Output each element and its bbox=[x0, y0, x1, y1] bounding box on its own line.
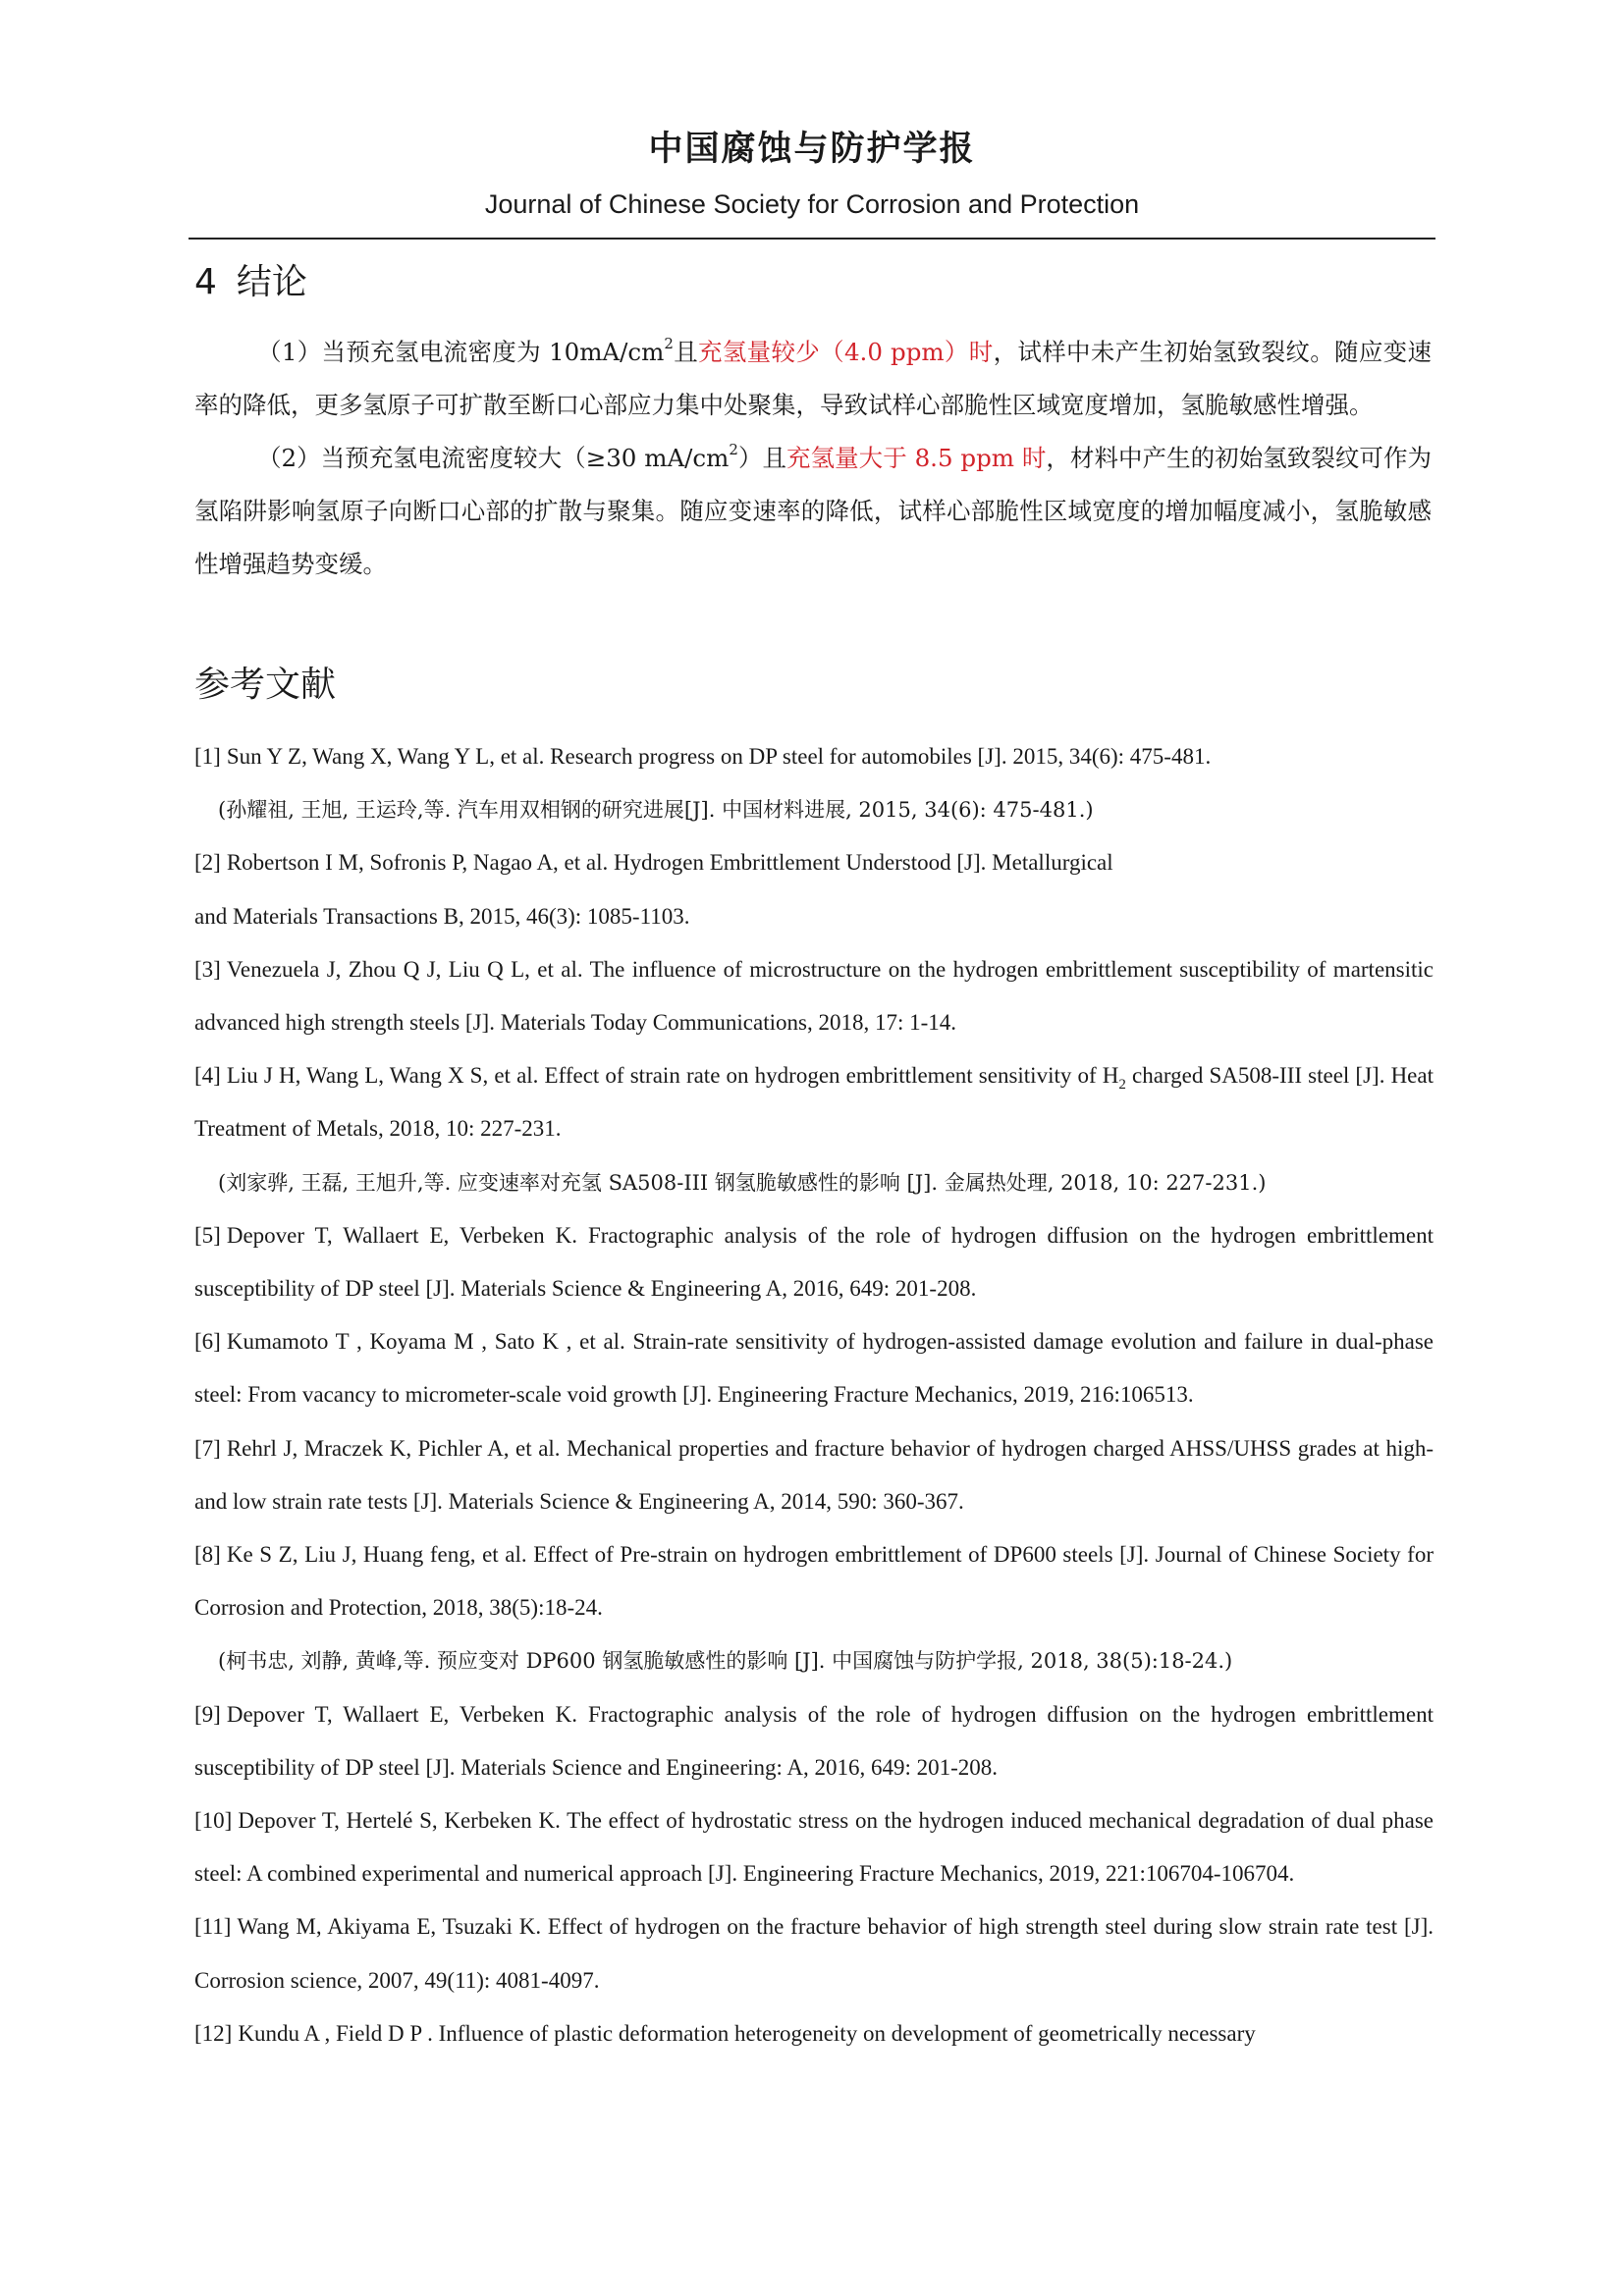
reference-12 bbox=[194, 2007, 1434, 2060]
reference-6-number: [6] bbox=[194, 1329, 221, 1355]
reference-5 bbox=[194, 1209, 1434, 1315]
reference-4 bbox=[194, 1049, 1434, 1155]
reference-7-number: [7] bbox=[194, 1435, 221, 1461]
conclusion-paragraph-1 bbox=[194, 326, 1432, 432]
reference-8 bbox=[194, 1528, 1434, 1634]
conclusion-2-superscript: 2 bbox=[729, 441, 738, 458]
reference-4-number: [4] bbox=[194, 1063, 221, 1089]
section-title: 结论 bbox=[236, 262, 307, 302]
reference-5-text: Depover T, Wallaert E, Verbeken K. Fractographic analysis of the role of hydrogen diffusion on the hydrogen embrittlement susceptibility of DP steel [J]. Materials Science & Engineering A, 2016, 649: 201-208. bbox=[194, 1222, 1434, 1302]
conclusion-1-highlight: 充氢量较少（4.0 ppm）时 bbox=[698, 338, 994, 366]
reference-3 bbox=[194, 943, 1434, 1049]
reference-7-text: Rehrl J, Mraczek K, Pichler A, et al. Mechanical properties and fracture behavior of hydrogen charged AHSS/UHSS grades at high- and low strain rate tests [J]. Materials Science & Engineering A, 2014, 590: 360-367. bbox=[194, 1435, 1434, 1514]
reference-8-text: Ke S Z, Liu J, Huang feng, et al. Effect of Pre-strain on hydrogen embrittlement of DP600 steels [J]. Journal of Chinese Society for Corrosion and Protection, 2018, 38(5):18-24. bbox=[194, 1542, 1434, 1621]
journal-title-en: Journal of Chinese Society for Corrosion and Protection bbox=[484, 189, 1140, 219]
reference-1-text: Sun Y Z, Wang X, Wang Y L, et al. Research progress on DP steel for automobiles [J]. 2015, 34(6): 475-481. bbox=[226, 744, 1212, 769]
reference-9-text: Depover T, Wallaert E, Verbeken K. Fractographic analysis of the role of hydrogen diffusion on the hydrogen embrittlement susceptibility of DP steel [J]. Materials Science and Engineering: A, 2016, 649: 201-208. bbox=[194, 1701, 1434, 1780]
reference-9-number: [9] bbox=[194, 1701, 221, 1727]
reference-4-text-a: Liu J H, Wang L, Wang X S, et al. Effect of strain rate on hydrogen embrittlement sensitivity of H bbox=[226, 1063, 1119, 1089]
reference-5-number: [5] bbox=[194, 1222, 221, 1248]
reference-2 bbox=[194, 836, 1434, 889]
conclusion-2-text-c: ，材料中产生的初始氢致裂纹可作为氢陷阱影响氢原子向断口心部的扩散与聚集。随应变速率的降低，试样心部脆性区域宽度的增加幅度减小，氢脆敏感性增强趋势变缓。 bbox=[194, 444, 1432, 578]
reference-6 bbox=[194, 1315, 1434, 1421]
conclusion-paragraph-2 bbox=[194, 432, 1432, 591]
conclusion-1-text-c: ，试样中未产生初始氢致裂纹。随应变速率的降低，更多氢原子可扩散至断口心部应力集中处聚集，导致试样心部脆性区域宽度增加，氢脆敏感性增强。 bbox=[194, 338, 1433, 419]
references-heading: 参考文献 bbox=[194, 665, 337, 705]
conclusion-2-highlight: 充氢量大于 8.5 ppm 时 bbox=[786, 444, 1047, 472]
reference-3-text: Venezuela J, Zhou Q J, Liu Q L, et al. The influence of microstructure on the hydrogen embrittlement susceptibility of martensitic advanced high strength steels [J]. Materials Today Communications, 2018, 17: 1-14. bbox=[194, 956, 1434, 1036]
conclusion-2-text-a: （2）当预充氢电流密度较大（≥30 mA/cm bbox=[257, 444, 730, 472]
reference-8-cn: (柯书忠, 刘静, 黄峰,等. 预应变对 DP600 钢氢脆敏感性的影响 [J]. 中国腐蚀与防护学报, 2018, 38(5):18-24.) bbox=[218, 1649, 1233, 1674]
reference-12-text: Kundu A , Field D P . Influence of plastic deformation heterogeneity on development of geometrically necessary bbox=[238, 2020, 1256, 2046]
reference-2-continuation: and Materials Transactions B, 2015, 46(3): 1085-1103. bbox=[194, 903, 690, 929]
section-heading bbox=[194, 259, 307, 306]
reference-2-number: [2] bbox=[194, 850, 221, 876]
conclusion-1-text-b: 且 bbox=[673, 338, 699, 366]
reference-10 bbox=[194, 1794, 1434, 1900]
reference-7 bbox=[194, 1422, 1434, 1528]
reference-9 bbox=[194, 1688, 1434, 1794]
reference-list bbox=[194, 730, 1434, 2060]
conclusion-1-text-a: （1）当预充氢电流密度为 10mA/cm bbox=[257, 338, 665, 366]
reference-8-number: [8] bbox=[194, 1542, 221, 1568]
reference-12-number: [12] bbox=[194, 2020, 233, 2046]
header-divider bbox=[189, 238, 1435, 240]
journal-title-cn: 中国腐蚀与防护学报 bbox=[648, 130, 976, 169]
reference-4-cn: (刘家骅, 王磊, 王旭升,等. 应变速率对充氢 SA508-III 钢氢脆敏感性的影响 [J]. 金属热处理, 2018, 10: 227-231.) bbox=[218, 1170, 1267, 1195]
reference-3-number: [3] bbox=[194, 956, 221, 982]
reference-4-subscript: 2 bbox=[1118, 1077, 1126, 1094]
reference-10-text: Depover T, Hertelé S, Kerbeken K. The effect of hydrostatic stress on the hydrogen induced mechanical degradation of dual phase steel: A combined experimental and numerical approach [J]. Engineering Fracture Mechanics, 2019, 221:106704-106704. bbox=[194, 1808, 1434, 1887]
journal-header bbox=[189, 126, 1435, 222]
section-number: 4 bbox=[194, 262, 217, 302]
reference-10-number: [10] bbox=[194, 1808, 233, 1834]
reference-1-cn: (孙耀祖, 王旭, 王运玲,等. 汽车用双相钢的研究进展[J]. 中国材料进展, 2015, 34(6): 475-481.) bbox=[218, 798, 1094, 823]
reference-6-text: Kumamoto T , Koyama M , Sato K , et al. Strain-rate sensitivity of hydrogen-assisted damage evolution and failure in dual-phase steel: From vacancy to micrometer-scale void growth [J]. Engineering Fracture Mechanics, 2019, 216:106513. bbox=[194, 1329, 1434, 1408]
reference-1-number: [1] bbox=[194, 744, 221, 769]
reference-11-number: [11] bbox=[194, 1914, 232, 1940]
reference-2-line-1: Robertson I M, Sofronis P, Nagao A, et al. Hydrogen Embrittlement Understood [J]. Metallurgical bbox=[226, 850, 1113, 876]
reference-4-text-b: charged SA508-III steel [J]. Heat Treatment of Metals, 2018, 10: 227-231. bbox=[194, 1063, 1434, 1142]
conclusion-1-superscript: 2 bbox=[664, 335, 674, 352]
reference-11 bbox=[194, 1900, 1434, 2006]
conclusion-2-text-b: ）且 bbox=[737, 444, 787, 472]
reference-11-text: Wang M, Akiyama E, Tsuzaki K. Effect of hydrogen on the fracture behavior of high strength steel during slow strain rate test [J]. Corrosion science, 2007, 49(11): 4081-4097. bbox=[194, 1914, 1434, 1993]
reference-1 bbox=[194, 730, 1434, 783]
conclusion-body bbox=[194, 326, 1432, 591]
